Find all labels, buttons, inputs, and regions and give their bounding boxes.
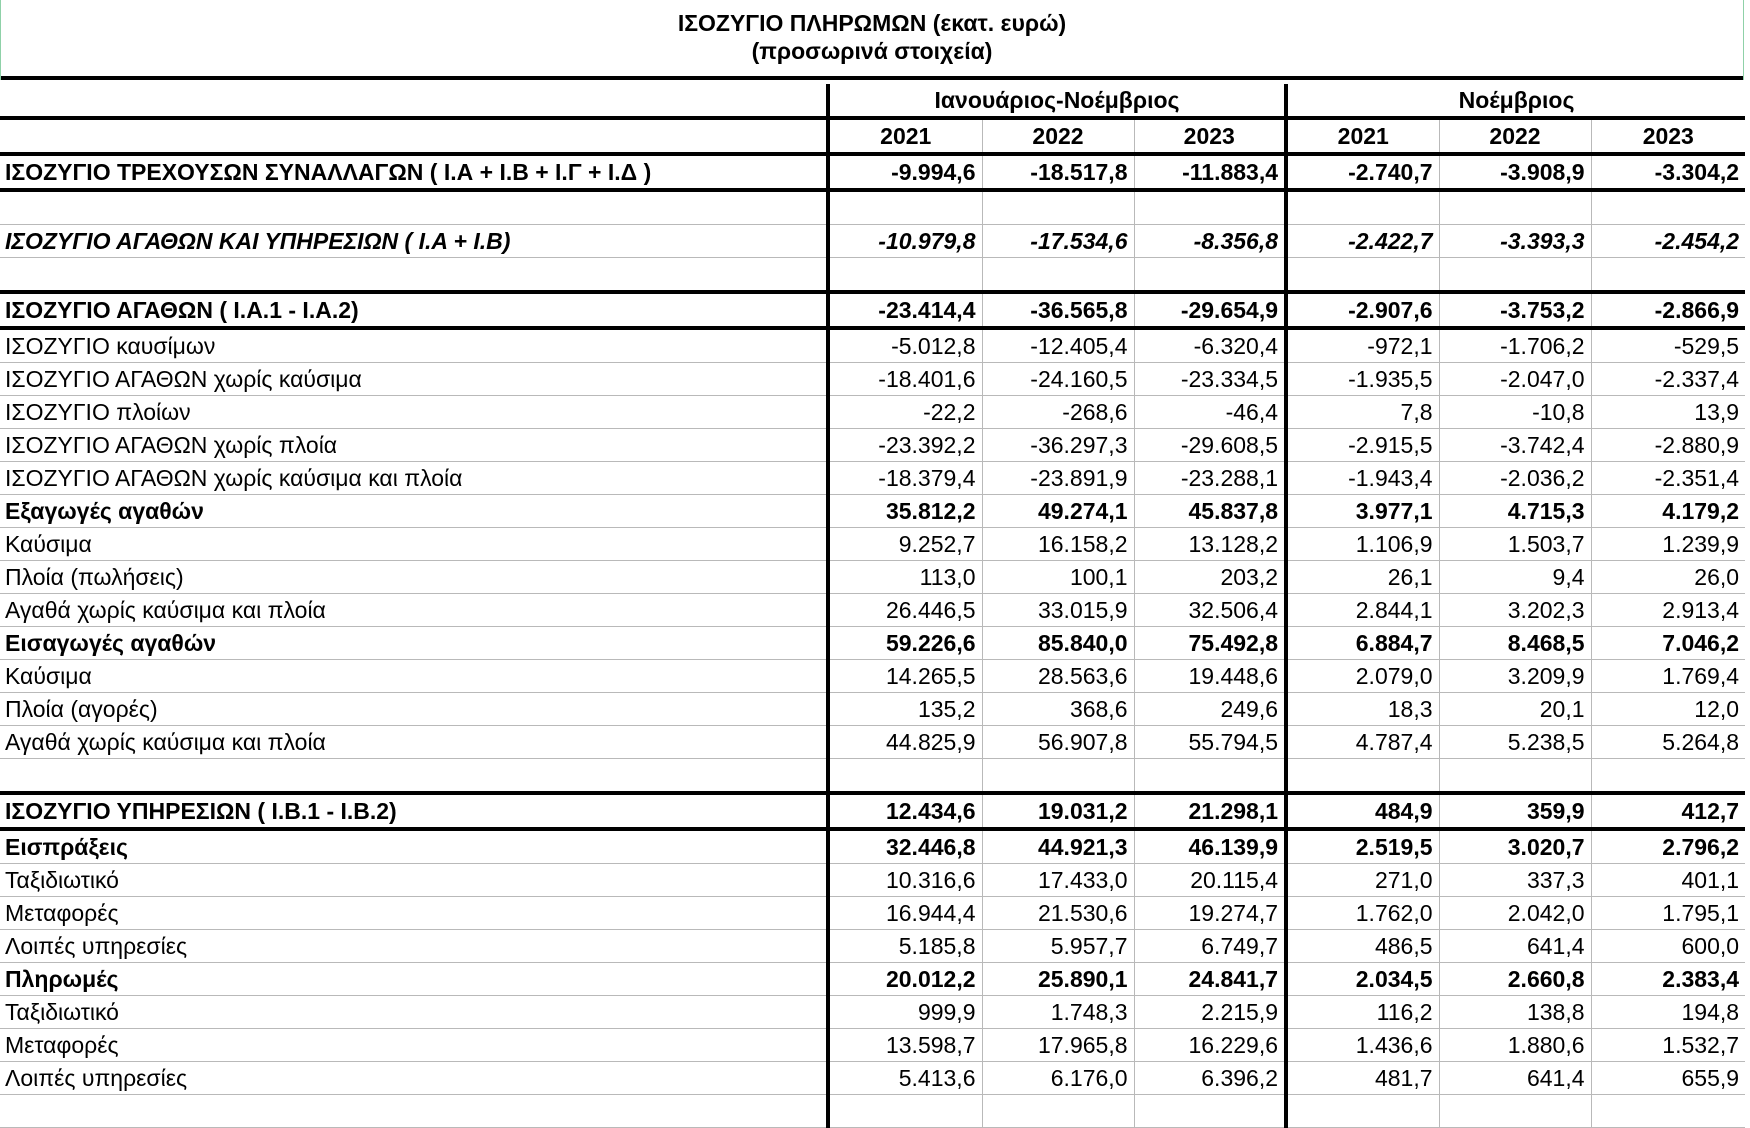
value-cell: -2.880,9 [1591,429,1745,462]
value-cell: 486,5 [1286,930,1439,963]
value-cell: 203,2 [1134,561,1286,594]
value-cell: 4.715,3 [1439,495,1591,528]
table-row [0,429,1745,462]
row-label: ΙΣΟΖΥΓΙΟ πλοίων [0,396,828,429]
value-cell: -18.401,6 [828,363,982,396]
value-cell: 7.046,2 [1591,627,1745,660]
value-cell: -3.393,3 [1439,225,1591,258]
value-cell: -10.979,8 [828,225,982,258]
value-cell [1134,190,1286,225]
value-cell: 5.185,8 [828,930,982,963]
header-year: 2021 [1286,118,1439,154]
value-cell: 5.264,8 [1591,726,1745,759]
value-cell: 6.396,2 [1134,1062,1286,1095]
spacer-row [0,759,1745,794]
row-label: ΙΣΟΖΥΓΙΟ ΥΠΗΡΕΣΙΩΝ ( Ι.Β.1 - Ι.Β.2) [0,793,828,829]
value-cell [1286,1095,1439,1128]
row-label [0,1095,828,1128]
value-cell: 2.079,0 [1286,660,1439,693]
value-cell [828,258,982,293]
value-cell: -17.534,6 [982,225,1134,258]
value-cell: 359,9 [1439,793,1591,829]
value-cell: 59.226,6 [828,627,982,660]
value-cell: 49.274,1 [982,495,1134,528]
row-label: ΙΣΟΖΥΓΙΟ ΑΓΑΘΩΝ ΚΑΙ ΥΠΗΡΕΣΙΩΝ ( Ι.Α + Ι.Β) [0,225,828,258]
row-label: Πλοία (πωλήσεις) [0,561,828,594]
table-row [0,292,1745,328]
value-cell: -1.706,2 [1439,328,1591,363]
row-label: Καύσιμα [0,528,828,561]
value-cell: -2.351,4 [1591,462,1745,495]
table-row [0,660,1745,693]
row-label: Εισπράξεις [0,829,828,864]
value-cell: 2.844,1 [1286,594,1439,627]
table-row [0,328,1745,363]
value-cell: 20.012,2 [828,963,982,996]
table-row [0,594,1745,627]
row-label: ΙΣΟΖΥΓΙΟ ΑΓΑΘΩΝ ( Ι.Α.1 - Ι.Α.2) [0,292,828,328]
value-cell [1591,1095,1745,1128]
value-cell: 113,0 [828,561,982,594]
value-cell: 35.812,2 [828,495,982,528]
value-cell: 13.128,2 [1134,528,1286,561]
value-cell: 16.229,6 [1134,1029,1286,1062]
value-cell: 484,9 [1286,793,1439,829]
value-cell: -3.742,4 [1439,429,1591,462]
value-cell: 1.880,6 [1439,1029,1591,1062]
row-label: Αγαθά χωρίς καύσιμα και πλοία [0,594,828,627]
table-row [0,930,1745,963]
row-label [0,759,828,794]
header-group-november: Νοέμβριος [1286,84,1745,118]
value-cell: 9,4 [1439,561,1591,594]
table-row [0,693,1745,726]
value-cell: 337,3 [1439,864,1591,897]
table-row [0,1029,1745,1062]
value-cell: 2.034,5 [1286,963,1439,996]
value-cell [828,759,982,794]
value-cell: -529,5 [1591,328,1745,363]
value-cell: 19.031,2 [982,793,1134,829]
header-corner-2 [0,118,828,154]
value-cell: 1.503,7 [1439,528,1591,561]
value-cell [1439,759,1591,794]
value-cell: 8.468,5 [1439,627,1591,660]
row-label: ΙΣΟΖΥΓΙΟ ΑΓΑΘΩΝ χωρίς καύσιμα [0,363,828,396]
row-label: Μεταφορές [0,1029,828,1062]
value-cell: -2.866,9 [1591,292,1745,328]
value-cell: -29.654,9 [1134,292,1286,328]
value-cell: -3.304,2 [1591,154,1745,190]
value-cell: -18.517,8 [982,154,1134,190]
value-cell: 20.115,4 [1134,864,1286,897]
spacer-row [0,190,1745,225]
table-row [0,154,1745,190]
value-cell: -3.908,9 [1439,154,1591,190]
value-cell: 44.825,9 [828,726,982,759]
value-cell: 1.769,4 [1591,660,1745,693]
value-cell [1591,258,1745,293]
value-cell: 138,8 [1439,996,1591,1029]
value-cell: -2.337,4 [1591,363,1745,396]
value-cell [1286,759,1439,794]
spacer-row [0,258,1745,293]
value-cell: 655,9 [1591,1062,1745,1095]
value-cell: 100,1 [982,561,1134,594]
row-label: Καύσιμα [0,660,828,693]
value-cell [1134,258,1286,293]
value-cell: 75.492,8 [1134,627,1286,660]
table-row [0,864,1745,897]
value-cell: -2.422,7 [1286,225,1439,258]
value-cell [828,190,982,225]
value-cell [1439,190,1591,225]
table-title-box [0,0,1744,80]
value-cell: 55.794,5 [1134,726,1286,759]
value-cell: 6.884,7 [1286,627,1439,660]
value-cell: 6.749,7 [1134,930,1286,963]
header-year: 2022 [1439,118,1591,154]
table-subtitle: (προσωρινά στοιχεία) [751,38,993,64]
value-cell: 1.762,0 [1286,897,1439,930]
value-cell [982,190,1134,225]
value-cell: 135,2 [828,693,982,726]
value-cell: -10,8 [1439,396,1591,429]
row-label: Μεταφορές [0,897,828,930]
row-label: Λοιπές υπηρεσίες [0,1062,828,1095]
value-cell: 85.840,0 [982,627,1134,660]
value-cell: 271,0 [1286,864,1439,897]
value-cell [982,258,1134,293]
value-cell: 4.787,4 [1286,726,1439,759]
table-row [0,793,1745,829]
header-year: 2022 [982,118,1134,154]
value-cell: 3.020,7 [1439,829,1591,864]
value-cell: 412,7 [1591,793,1745,829]
value-cell: 3.977,1 [1286,495,1439,528]
value-cell: -2.047,0 [1439,363,1591,396]
value-cell: -18.379,4 [828,462,982,495]
value-cell: -23.891,9 [982,462,1134,495]
value-cell: 26,0 [1591,561,1745,594]
table-title: ΙΣΟΖΥΓΙΟ ΠΛΗΡΩΜΩΝ (εκατ. ευρώ) [677,10,1067,36]
value-cell [1286,190,1439,225]
value-cell: 19.274,7 [1134,897,1286,930]
value-cell: -5.012,8 [828,328,982,363]
header-year-row [0,118,1745,154]
value-cell [1134,759,1286,794]
value-cell: -36.297,3 [982,429,1134,462]
table-row [0,996,1745,1029]
value-cell: 1.239,9 [1591,528,1745,561]
value-cell: -1.943,4 [1286,462,1439,495]
value-cell: 17.433,0 [982,864,1134,897]
value-cell [1286,258,1439,293]
value-cell: -2.036,2 [1439,462,1591,495]
row-label: ΙΣΟΖΥΓΙΟ ΑΓΑΘΩΝ χωρίς πλοία [0,429,828,462]
value-cell: -2.915,5 [1286,429,1439,462]
value-cell [1591,190,1745,225]
table-row [0,363,1745,396]
value-cell: 45.837,8 [1134,495,1286,528]
value-cell: -22,2 [828,396,982,429]
value-cell: 4.179,2 [1591,495,1745,528]
value-cell: 33.015,9 [982,594,1134,627]
value-cell: 2.660,8 [1439,963,1591,996]
value-cell: 28.563,6 [982,660,1134,693]
value-cell: 12.434,6 [828,793,982,829]
value-cell: 2.913,4 [1591,594,1745,627]
value-cell: 20,1 [1439,693,1591,726]
value-cell [982,759,1134,794]
value-cell: 56.907,8 [982,726,1134,759]
table-row [0,462,1745,495]
value-cell: 26.446,5 [828,594,982,627]
table-row [0,829,1745,864]
value-cell: 16.944,4 [828,897,982,930]
value-cell: 641,4 [1439,930,1591,963]
row-label [0,190,828,225]
value-cell: -24.160,5 [982,363,1134,396]
value-cell: 368,6 [982,693,1134,726]
value-cell: 13.598,7 [828,1029,982,1062]
table-row [0,963,1745,996]
row-label: Πλοία (αγορές) [0,693,828,726]
value-cell: 16.158,2 [982,528,1134,561]
row-label [0,258,828,293]
balance-of-payments-table [0,84,1745,1128]
header-corner [0,84,828,118]
value-cell: 24.841,7 [1134,963,1286,996]
value-cell [1134,1095,1286,1128]
value-cell: 2.042,0 [1439,897,1591,930]
table-row [0,396,1745,429]
value-cell: -23.334,5 [1134,363,1286,396]
value-cell: -36.565,8 [982,292,1134,328]
value-cell: -23.392,2 [828,429,982,462]
value-cell: 1.532,7 [1591,1029,1745,1062]
value-cell [1591,759,1745,794]
value-cell: 2.796,2 [1591,829,1745,864]
header-year: 2023 [1591,118,1745,154]
table-row [0,627,1745,660]
table-row [0,1062,1745,1095]
value-cell: 21.530,6 [982,897,1134,930]
value-cell: 12,0 [1591,693,1745,726]
spacer-row [0,1095,1745,1128]
table-row [0,495,1745,528]
value-cell: -11.883,4 [1134,154,1286,190]
header-year: 2023 [1134,118,1286,154]
value-cell: -46,4 [1134,396,1286,429]
row-label: ΙΣΟΖΥΓΙΟ ΤΡΕΧΟΥΣΩΝ ΣΥΝΑΛΛΑΓΩΝ ( Ι.Α + Ι.Β + Ι.Γ + Ι.Δ ) [0,154,828,190]
row-label: Ταξιδιωτικό [0,996,828,1029]
value-cell: 600,0 [1591,930,1745,963]
row-label: ΙΣΟΖΥΓΙΟ καυσίμων [0,328,828,363]
value-cell: 26,1 [1286,561,1439,594]
value-cell: 1.436,6 [1286,1029,1439,1062]
table-row [0,726,1745,759]
value-cell: 9.252,7 [828,528,982,561]
value-cell: 1.795,1 [1591,897,1745,930]
value-cell: 5.238,5 [1439,726,1591,759]
value-cell: -2.907,6 [1286,292,1439,328]
value-cell: 2.215,9 [1134,996,1286,1029]
value-cell: -3.753,2 [1439,292,1591,328]
value-cell: 5.957,7 [982,930,1134,963]
value-cell: -29.608,5 [1134,429,1286,462]
value-cell: 3.209,9 [1439,660,1591,693]
value-cell: 19.448,6 [1134,660,1286,693]
value-cell: 17.965,8 [982,1029,1134,1062]
row-label: Εξαγωγές αγαθών [0,495,828,528]
value-cell [828,1095,982,1128]
value-cell: 116,2 [1286,996,1439,1029]
row-label: Λοιπές υπηρεσίες [0,930,828,963]
value-cell: -6.320,4 [1134,328,1286,363]
value-cell [982,1095,1134,1128]
value-cell: 10.316,6 [828,864,982,897]
value-cell: -2.454,2 [1591,225,1745,258]
row-label: Πληρωμές [0,963,828,996]
value-cell: 44.921,3 [982,829,1134,864]
value-cell: -268,6 [982,396,1134,429]
value-cell: 2.519,5 [1286,829,1439,864]
value-cell: 6.176,0 [982,1062,1134,1095]
value-cell: -12.405,4 [982,328,1134,363]
header-group-row [0,84,1745,118]
value-cell: 641,4 [1439,1062,1591,1095]
value-cell: -972,1 [1286,328,1439,363]
value-cell: 5.413,6 [828,1062,982,1095]
table-row [0,225,1745,258]
value-cell: 2.383,4 [1591,963,1745,996]
value-cell: 194,8 [1591,996,1745,1029]
table-row [0,561,1745,594]
row-label: Αγαθά χωρίς καύσιμα και πλοία [0,726,828,759]
row-label: Εισαγωγές αγαθών [0,627,828,660]
value-cell [1439,258,1591,293]
value-cell: 481,7 [1286,1062,1439,1095]
title-rule [1,76,1743,80]
value-cell [1439,1095,1591,1128]
value-cell: 25.890,1 [982,963,1134,996]
table-row [0,528,1745,561]
value-cell: 1.748,3 [982,996,1134,1029]
header-group-jan-nov: Ιανουάριος-Νοέμβριος [828,84,1286,118]
value-cell: 13,9 [1591,396,1745,429]
header-year: 2021 [828,118,982,154]
value-cell: 32.506,4 [1134,594,1286,627]
value-cell: 46.139,9 [1134,829,1286,864]
value-cell: 1.106,9 [1286,528,1439,561]
row-label: ΙΣΟΖΥΓΙΟ ΑΓΑΘΩΝ χωρίς καύσιμα και πλοία [0,462,828,495]
value-cell: -23.288,1 [1134,462,1286,495]
row-label: Ταξιδιωτικό [0,864,828,897]
value-cell: 999,9 [828,996,982,1029]
table-row [0,897,1745,930]
value-cell: -8.356,8 [1134,225,1286,258]
value-cell: -9.994,6 [828,154,982,190]
value-cell: 21.298,1 [1134,793,1286,829]
value-cell: 3.202,3 [1439,594,1591,627]
value-cell: -2.740,7 [1286,154,1439,190]
value-cell: 401,1 [1591,864,1745,897]
value-cell: 32.446,8 [828,829,982,864]
value-cell: 14.265,5 [828,660,982,693]
value-cell: 7,8 [1286,396,1439,429]
value-cell: 249,6 [1134,693,1286,726]
value-cell: -1.935,5 [1286,363,1439,396]
value-cell: 18,3 [1286,693,1439,726]
value-cell: -23.414,4 [828,292,982,328]
